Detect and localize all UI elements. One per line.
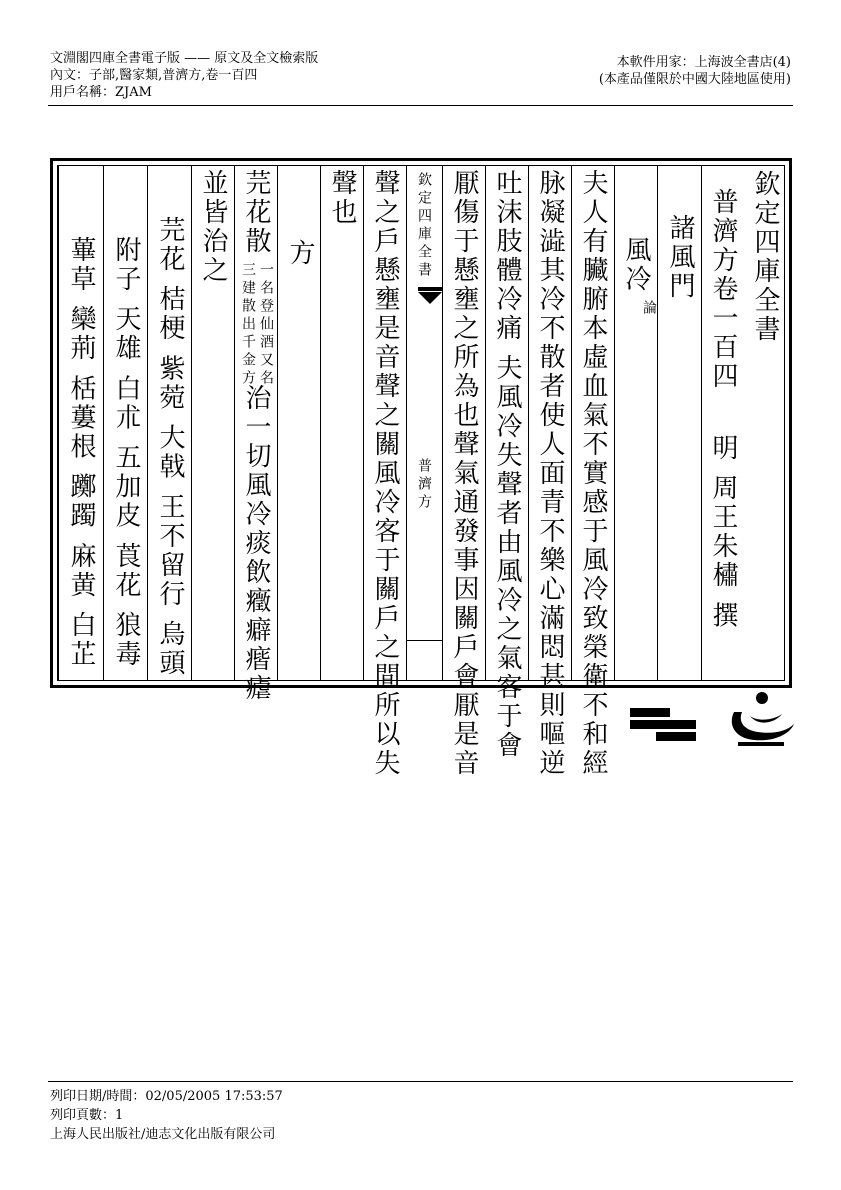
- volume-title: 普濟方卷一百四: [708, 188, 738, 391]
- fish-tail-mark: [418, 292, 442, 304]
- section-heading: 諸風門: [665, 214, 695, 301]
- text-line-5: 聲之戶懸壅是音聲之關風冷客于關戶之間所以失: [370, 169, 400, 778]
- column-text-5: [363, 166, 406, 778]
- column-text-6: [320, 166, 363, 680]
- formula-name: 芫花散: [241, 169, 271, 256]
- formula-heading: 方: [285, 239, 315, 268]
- column-text-8: [191, 166, 234, 680]
- column-formula: [234, 166, 277, 703]
- column-center-fold: [406, 166, 442, 680]
- column-text-4: [442, 166, 485, 778]
- ingredients-line-1: 芫花 桔梗 紫菀 大戟 王不留行 烏頭: [155, 216, 185, 679]
- footer: [50, 1087, 283, 1144]
- text-line-1: 夫人有臟腑本虛血氣不實感于風冷致榮衛不和經: [578, 169, 608, 778]
- column-formula-heading: [277, 166, 320, 680]
- fish-tail-bar: [418, 287, 442, 291]
- text-line-6: 聲也: [327, 169, 357, 227]
- column-ingredients-3: [58, 166, 103, 680]
- formula-note-1: 一名登仙酒又名: [258, 262, 274, 388]
- header-username: 用戶名稱：ZJAM: [50, 85, 152, 100]
- text-line-3: 吐沫肢體冷痛 夫風冷失聲者由風冷之氣客于會: [492, 169, 522, 761]
- footer-publisher: 上海人民出版社/迪志文化出版有限公司: [50, 1127, 276, 1142]
- footer-print-datetime: 列印日期/時間：02/05/2005 17:53:57: [50, 1089, 283, 1104]
- header-region-note: (本產品僅限於中國大陸地區使用): [598, 72, 791, 87]
- ingredients-line-2: 附子 天雄 白朮 五加皮 莨花 狼毒: [111, 236, 141, 670]
- header-content-path: 內文：子部,醫家類,普濟方,卷一百四: [50, 68, 258, 83]
- column-topic: [614, 166, 657, 680]
- running-head: 欽定四庫全書: [750, 170, 780, 344]
- column-volume: [701, 166, 744, 680]
- column-text-2: [528, 166, 571, 778]
- column-ingredients-1: [147, 166, 191, 680]
- formula-note-2: 三建散出千金方: [240, 262, 256, 388]
- publisher-logo-seal: [724, 690, 796, 748]
- topic-note: 論: [641, 300, 657, 318]
- author-line: 明 周王朱橚 撰: [708, 434, 738, 631]
- column-running-head: [744, 166, 786, 680]
- header-title: 文淵閣四庫全書電子版 —— 原文及全文檢索版: [50, 51, 319, 66]
- topic-heading: 風冷: [621, 236, 651, 294]
- formula-body: 治一切風冷痰飲癥癖㾬瘧: [241, 384, 271, 703]
- column-section: [657, 166, 701, 680]
- column-text-3: [485, 166, 528, 761]
- text-line-8: 並皆治之: [198, 169, 228, 285]
- publisher-logo-bars: [630, 708, 696, 742]
- footer-rule: [48, 1081, 793, 1082]
- text-line-2: 脉凝澁其冷不散者使人面青不樂心滿悶甚則嘔逆: [535, 169, 565, 778]
- header-rule: [48, 105, 793, 106]
- text-line-4: 厭傷于懸壅之所為也聲氣通發事因關戶會厭是音: [449, 169, 479, 778]
- center-lower-rule: [407, 640, 442, 641]
- header-licensee: 本軟件用家：上海波全書店(4): [616, 55, 791, 70]
- book-page-frame: [50, 158, 792, 778]
- column-text-1: [571, 166, 614, 778]
- ingredients-line-3: 蓽草 欒荊 栝蔞根 躑躅 麻黄 白芷: [66, 236, 96, 670]
- center-book-name: 普濟方: [416, 458, 432, 512]
- center-title: 欽定四庫全書: [416, 172, 432, 280]
- header-left: [50, 50, 318, 101]
- column-ingredients-2: [103, 166, 147, 680]
- book-page-inner: [57, 165, 785, 778]
- header-right: [599, 54, 791, 88]
- footer-page-count: 列印頁數：1: [50, 1108, 124, 1123]
